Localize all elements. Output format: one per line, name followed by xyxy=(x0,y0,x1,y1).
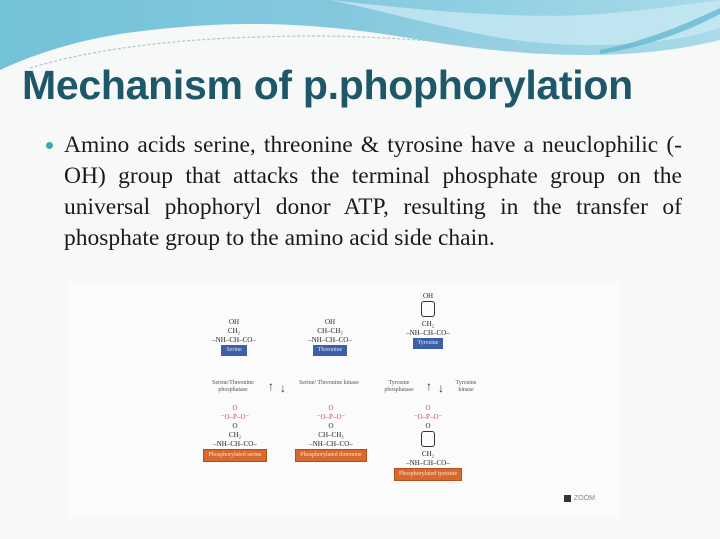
arrow-up-icon: ↑ xyxy=(426,379,432,393)
threonine-label: Threonine xyxy=(313,345,348,356)
serine-label: Serine xyxy=(221,345,246,356)
zoom-icon xyxy=(564,495,571,502)
side-chain: CH₂ xyxy=(421,450,435,458)
side-chain-ch2: CH₂ xyxy=(421,320,435,328)
phosphorylated-serine-label: Phosphorylated serine xyxy=(203,449,266,462)
tyr-phosphatase-label: Tyrosine phosphatase xyxy=(384,380,414,393)
benzene-ring-icon xyxy=(421,431,435,447)
arrow-up-icon: ↑ xyxy=(268,379,274,393)
arrow-down-icon: ↓ xyxy=(280,381,286,395)
slide-title: Mechanism of p.phophorylation xyxy=(22,62,633,108)
backbone: –NH–CH–CO– xyxy=(406,459,450,467)
side-chain-oh: OH xyxy=(422,292,434,300)
backbone: –NH–CH–CO– xyxy=(213,440,257,448)
phosphate-o: O xyxy=(232,404,238,412)
ester-o: O xyxy=(328,422,334,430)
tyrosine-label: Tyrosine xyxy=(413,338,444,349)
bullet-dot-icon xyxy=(46,142,53,149)
side-chain: CH₂ xyxy=(228,431,242,439)
phosphorylated-serine-structure xyxy=(200,404,270,462)
backbone: –NH–CH–CO– xyxy=(308,336,352,344)
phosphorylated-threonine-label: Phosphorylated threonine xyxy=(295,449,367,462)
backbone: –NH–CH–CO– xyxy=(406,329,450,337)
backbone: –NH–CH–CO– xyxy=(212,336,256,344)
side-chain-oh: OH xyxy=(324,318,336,326)
zoom-watermark xyxy=(564,495,595,502)
ser-thr-phosphatase-label: Serine/Threonine phosphatase xyxy=(212,380,254,393)
threonine-structure xyxy=(298,318,362,356)
phosphate-group: ⁻O–P–O⁻ xyxy=(316,413,346,421)
serine-structure xyxy=(204,318,264,356)
phosphate-o: O xyxy=(328,404,334,412)
side-chain-ch-ch3: CH–CH₃ xyxy=(317,327,343,335)
side-chain-ch2: CH₂ xyxy=(227,327,241,335)
ser-thr-kinase-label: Serine/ Threonine kinase xyxy=(299,380,359,386)
phosphorylated-tyrosine-label: Phosphorylated tyrosine xyxy=(394,468,462,481)
phosphorylation-diagram xyxy=(196,288,496,516)
phosphate-group: ⁻O–P–O⁻ xyxy=(220,413,250,421)
side-chain-oh: OH xyxy=(228,318,240,326)
tyr-kinase-label: Tyrosine kinase xyxy=(455,380,477,393)
tyrosine-structure xyxy=(396,292,460,349)
side-chain: CH–CH₃ xyxy=(318,431,344,439)
phosphorylated-tyrosine-structure xyxy=(386,404,470,481)
bullet-item: Amino acids serine, threonine & tyrosine have a neuclophilic (-OH) group that attacks the terminal phosphate group on the universal phophoryl donor ATP, resulting in the transfer of phosphate group to the amino acid side chain. xyxy=(64,132,682,251)
zoom-label: ZOOM xyxy=(574,495,595,502)
backbone: –NH–CH–CO– xyxy=(309,440,353,448)
bullet-list xyxy=(42,130,682,254)
phosphate-group: ⁻O–P–O⁻ xyxy=(413,413,443,421)
phosphorylated-threonine-structure xyxy=(292,404,370,462)
benzene-ring-icon xyxy=(421,301,435,317)
phosphate-o: O xyxy=(425,404,431,412)
ester-o: O xyxy=(232,422,238,430)
ester-o: O xyxy=(425,422,431,430)
arrow-down-icon: ↓ xyxy=(438,381,444,395)
